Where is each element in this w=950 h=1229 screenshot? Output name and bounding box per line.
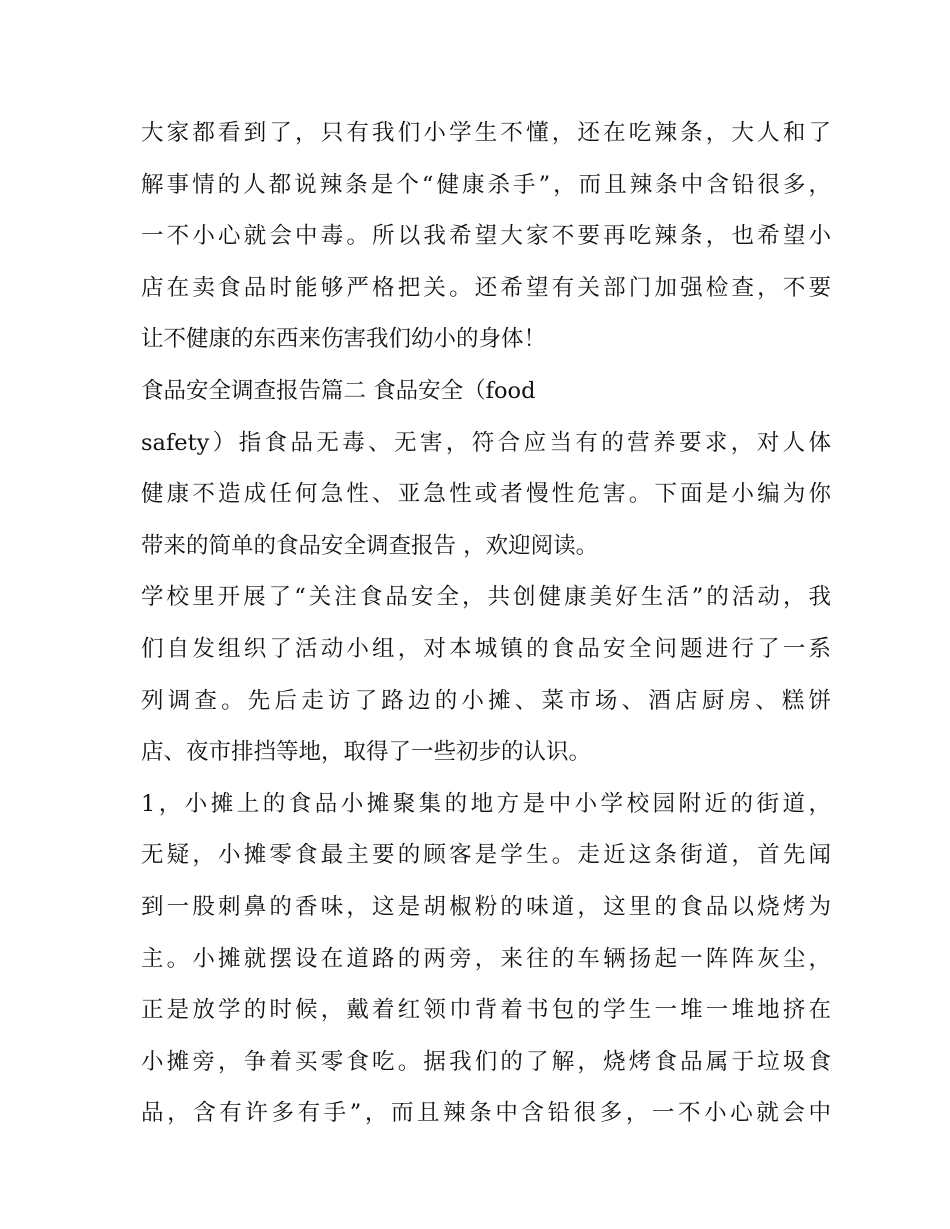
text-line: 小摊旁，争着买零食吃。据我们的了解，烧烤食品属于垃圾食 xyxy=(141,1048,831,1075)
text-line: 到一股刺鼻的香味，这是胡椒粉的味道，这里的食品以烧烤为 xyxy=(141,893,831,920)
document-body xyxy=(141,108,831,1140)
text-line: 健康不造成任何急性、亚急性或者慢性危害。下面是小编为你 xyxy=(141,481,831,508)
text-line: 学校里开展了“关注食品安全，共创健康美好生活”的活动，我 xyxy=(141,584,831,611)
text-line: 一不小心就会中毒。所以我希望大家不要再吃辣条，也希望小 xyxy=(141,223,831,250)
text-line: 主。小摊就摆设在道路的两旁，来往的车辆扬起一阵阵灰尘， xyxy=(141,945,831,972)
text-line: 店、夜市排挡等地，取得了一些初步的认识。 xyxy=(141,739,592,766)
text-line: 店在卖食品时能够严格把关。还希望有关部门加强检查，不要 xyxy=(141,274,831,301)
text-line: 解事情的人都说辣条是个“健康杀手”，而且辣条中含铅很多， xyxy=(141,171,831,198)
text-line: 正是放学的时候，戴着红领巾背着书包的学生一堆一堆地挤在 xyxy=(141,997,831,1024)
text-line: 无疑，小摊零食最主要的顾客是学生。走近这条街道，首先闻 xyxy=(141,842,831,869)
text-line: 列调查。先后走访了路边的小摊、菜市场、酒店厨房、糕饼 xyxy=(141,687,831,714)
text-line: 大家都看到了，只有我们小学生不懂，还在吃辣条，大人和了 xyxy=(141,120,831,146)
text-line: 品，含有许多有手”，而且辣条中含铅很多，一不小心就会中 xyxy=(141,1100,831,1127)
text-line: 让不健康的东西来伤害我们幼小的身体！ xyxy=(141,326,547,353)
text-line: 带来的简单的食品安全调查报告 ，欢迎阅读。 xyxy=(141,532,599,559)
text-line: safety）指食品无毒、无害，符合应当有的营养要求，对人体 xyxy=(141,429,831,456)
text-line: 1，小摊上的食品小摊聚集的地方是中小学校园附近的街道， xyxy=(141,790,831,817)
text-line: 们自发组织了活动小组，对本城镇的食品安全问题进行了一系 xyxy=(141,635,831,662)
section-heading-line: 食品安全调查报告篇二 食品安全（food xyxy=(141,377,536,404)
